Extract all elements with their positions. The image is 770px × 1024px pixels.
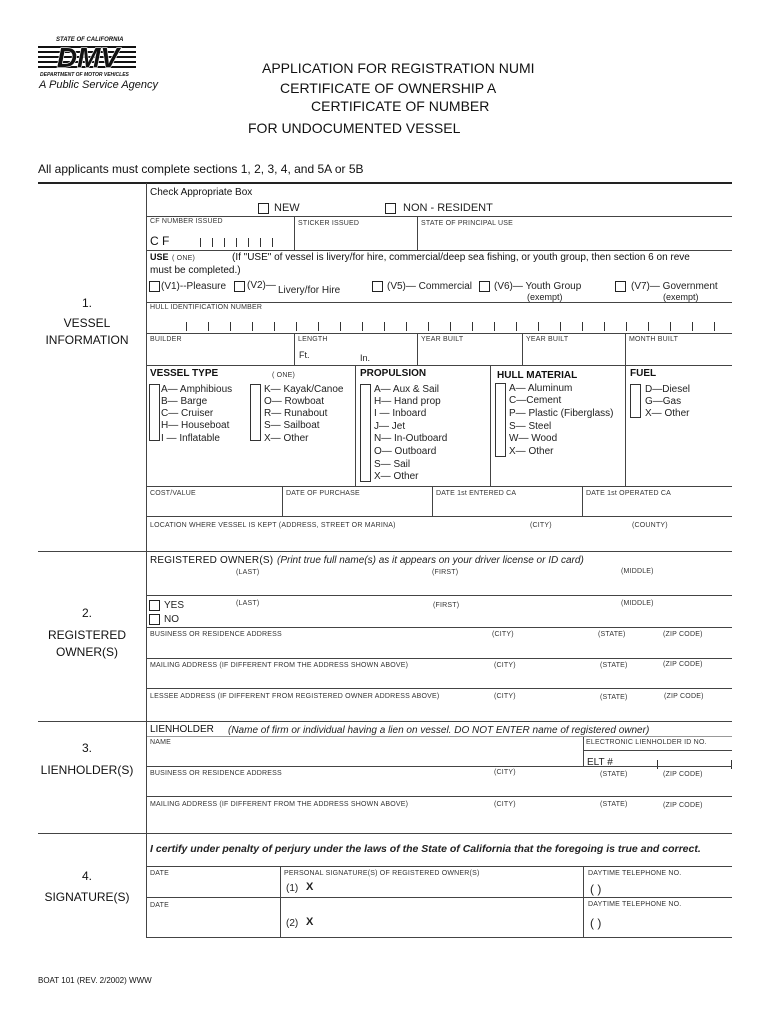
vessel-type-a2: B— Barge bbox=[161, 396, 208, 407]
builder-label: BUILDER bbox=[150, 336, 182, 343]
cost-value-label: COST/VALUE bbox=[150, 490, 196, 497]
yes-checkbox[interactable] bbox=[149, 600, 160, 611]
use-v6-sub: (exempt) bbox=[527, 292, 563, 302]
use-v1-label: (V1)--Pleasure bbox=[161, 281, 227, 292]
section-3-title: LIENHOLDER(S) bbox=[40, 763, 134, 777]
owner-business-state: (STATE) bbox=[598, 631, 626, 638]
registered-owner-note: (Print true full name(s) as it appears on your driver license or ID card) bbox=[277, 555, 584, 566]
nonresident-label: NON - RESIDENT bbox=[403, 202, 493, 214]
phone-label-1: DAYTIME TELEPHONE NO. bbox=[588, 870, 682, 877]
hull-2: C—Cement bbox=[509, 395, 562, 406]
cf-number-field[interactable] bbox=[150, 234, 290, 248]
entered-ca-label: DATE 1st ENTERED CA bbox=[436, 490, 517, 497]
vessel-type-b3: R— Runabout bbox=[264, 408, 328, 419]
elt-id-label: ELECTRONIC LIENHOLDER ID NO. bbox=[586, 739, 707, 746]
use-v7-label: (V7)— Government bbox=[631, 281, 718, 292]
signature-date-label-2: DATE bbox=[150, 902, 169, 909]
registered-owner-heading: REGISTERED OWNER(S) bbox=[150, 555, 274, 566]
lien-business-city: (CITY) bbox=[494, 769, 516, 776]
owner-business-label: BUSINESS OR RESIDENCE ADDRESS bbox=[150, 631, 282, 638]
fuel-checkbox[interactable] bbox=[630, 384, 641, 418]
vessel-type-one: ( ONE) bbox=[272, 372, 295, 379]
operated-ca-label: DATE 1st OPERATED CA bbox=[586, 490, 672, 497]
vessel-type-a4: H— Houseboat bbox=[161, 420, 230, 431]
year-built-label-2: YEAR BUILT bbox=[526, 336, 569, 343]
dmv-department-label: DEPARTMENT OF MOTOR VEHICLES bbox=[40, 72, 129, 78]
elt-prefix: ELT # bbox=[587, 757, 613, 768]
fuel-2: G—Gas bbox=[645, 396, 682, 407]
new-label: NEW bbox=[274, 202, 300, 214]
fuel-1: D—Diesel bbox=[645, 384, 691, 395]
location-city-label: (CITY) bbox=[530, 522, 552, 529]
signature-date-label-1: DATE bbox=[150, 870, 169, 877]
vessel-type-b2: O— Rowboat bbox=[264, 396, 325, 407]
vessel-type-a3: C— Cruiser bbox=[161, 408, 214, 419]
use-v2-label: (V2)— bbox=[247, 280, 276, 291]
ft-label: Ft. bbox=[299, 350, 310, 360]
dmv-logo bbox=[38, 43, 138, 71]
lien-mailing-label: MAILING ADDRESS (IF DIFFERENT FROM THE ADDRESS SHOWN ABOVE) bbox=[150, 801, 409, 808]
use-label: USE bbox=[150, 252, 169, 262]
owner-business-city: (CITY) bbox=[492, 631, 514, 638]
instructions: All applicants must complete sections 1, 2, 3, 4, and 5A or 5B bbox=[38, 162, 364, 176]
signature-owners-label: PERSONAL SIGNATURE(S) OF REGISTERED OWNER(S) bbox=[284, 870, 480, 877]
vessel-type-a1: A— Amphibious bbox=[161, 384, 233, 395]
owner-mailing-zip: (ZIP CODE) bbox=[663, 661, 703, 668]
propulsion-5: N— In-Outboard bbox=[374, 433, 448, 444]
owner1-first-label: (FIRST) bbox=[432, 569, 459, 576]
propulsion-7: S— Sail bbox=[374, 459, 411, 470]
lienholder-note: (Name of firm or individual having a lien on vessel. DO NOT ENTER name of registered owner) bbox=[228, 725, 650, 736]
owner-mailing-city: (CITY) bbox=[494, 662, 516, 669]
section-2-number: 2. bbox=[81, 606, 92, 620]
propulsion-4: J— Jet bbox=[374, 421, 406, 432]
in-label: In. bbox=[360, 353, 371, 363]
form-title-line-3: CERTIFICATE OF NUMBER bbox=[311, 98, 490, 114]
location-county-label: (COUNTY) bbox=[632, 522, 668, 529]
propulsion-2: H— Hand prop bbox=[374, 396, 441, 407]
lessee-city: (CITY) bbox=[494, 693, 516, 700]
signature-2-prefix: (2) bbox=[286, 918, 299, 929]
vessel-type-b1: K— Kayak/Canoe bbox=[264, 384, 344, 395]
lienholder-name-label: NAME bbox=[150, 739, 172, 746]
fuel-3: X— Other bbox=[645, 408, 690, 419]
form-title-line-2: CERTIFICATE OF OWNERSHIP A bbox=[280, 80, 497, 96]
vessel-type-b-checkbox[interactable] bbox=[250, 384, 261, 441]
owner2-last-label: (LAST) bbox=[236, 600, 260, 607]
form-title-line-1: APPLICATION FOR REGISTRATION NUMI bbox=[262, 60, 535, 76]
length-label: LENGTH bbox=[298, 336, 328, 343]
lien-mailing-state: (STATE) bbox=[600, 801, 628, 808]
signature-1-x[interactable]: X bbox=[306, 881, 314, 893]
vessel-type-a-checkbox[interactable] bbox=[149, 384, 160, 441]
cf-prefix: C F bbox=[150, 234, 170, 248]
lien-mailing-city: (CITY) bbox=[494, 801, 516, 808]
hull-1: A— Aluminum bbox=[509, 383, 573, 394]
section-4-number: 4. bbox=[81, 869, 92, 883]
check-box-heading: Check Appropriate Box bbox=[150, 187, 253, 198]
hin-label: HULL IDENTIFICATION NUMBER bbox=[150, 304, 263, 311]
lien-business-zip: (ZIP CODE) bbox=[663, 771, 703, 778]
vessel-type-b5: X— Other bbox=[264, 433, 309, 444]
owner2-middle-label: (MIDDLE) bbox=[621, 600, 654, 607]
signature-2-x[interactable]: X bbox=[306, 916, 314, 928]
hin-field[interactable] bbox=[150, 320, 730, 332]
hull-material-checkbox[interactable] bbox=[495, 383, 506, 457]
new-checkbox[interactable] bbox=[258, 203, 269, 214]
use-v6-checkbox[interactable] bbox=[479, 281, 490, 292]
propulsion-3: I — Inboard bbox=[374, 408, 427, 419]
use-one-label: ( ONE) bbox=[172, 255, 195, 262]
owner-mailing-state: (STATE) bbox=[600, 662, 628, 669]
lessee-zip: (ZIP CODE) bbox=[664, 693, 704, 700]
fuel-title: FUEL bbox=[630, 368, 657, 379]
section-3-number: 3. bbox=[81, 741, 92, 755]
nonresident-checkbox[interactable] bbox=[385, 203, 396, 214]
lien-business-state: (STATE) bbox=[600, 771, 628, 778]
lessee-state: (STATE) bbox=[600, 694, 628, 701]
cf-number-label: CF NUMBER ISSUED bbox=[150, 218, 223, 225]
vessel-type-b4: S— Sailboat bbox=[264, 420, 320, 431]
propulsion-6: O— Outboard bbox=[374, 446, 437, 457]
location-label: LOCATION WHERE VESSEL IS KEPT (ADDRESS, STREET OR MARINA) bbox=[150, 522, 396, 529]
form-title-line-4: FOR UNDOCUMENTED VESSEL bbox=[248, 120, 461, 136]
hull-3: P— Plastic (Fiberglass) bbox=[509, 408, 614, 419]
purchase-date-label: DATE OF PURCHASE bbox=[286, 490, 360, 497]
use-v5-checkbox[interactable] bbox=[372, 281, 383, 292]
propulsion-checkbox[interactable] bbox=[360, 384, 371, 482]
section-1-title-a: VESSEL bbox=[63, 316, 111, 330]
hull-4: S— Steel bbox=[509, 421, 552, 432]
owner1-last-label: (LAST) bbox=[236, 569, 260, 576]
propulsion-title: PROPULSION bbox=[360, 368, 427, 379]
lienholder-heading: LIENHOLDER bbox=[150, 724, 214, 735]
dmv-logo-text: DMV bbox=[56, 43, 120, 71]
owner-business-zip: (ZIP CODE) bbox=[663, 631, 703, 638]
certification-statement: I certify under penalty of perjury under the laws of the State of California that the foregoing is true and correct. bbox=[150, 843, 701, 855]
agency-tagline: A Public Service Agency bbox=[39, 79, 159, 91]
state-of-california-label: STATE OF CALIFORNIA bbox=[56, 37, 124, 43]
lien-business-label: BUSINESS OR RESIDENCE ADDRESS bbox=[150, 770, 282, 777]
section-1-title-b: INFORMATION bbox=[45, 333, 129, 347]
use-v2-sub: Livery/for Hire bbox=[278, 285, 341, 296]
propulsion-1: A— Aux & Sail bbox=[374, 384, 440, 395]
signature-1-prefix: (1) bbox=[286, 883, 299, 894]
use-v2-checkbox[interactable] bbox=[234, 281, 245, 292]
section-2-title-a: REGISTERED bbox=[47, 628, 126, 642]
hull-5: W— Wood bbox=[509, 433, 558, 444]
year-built-label-1: YEAR BUILT bbox=[421, 336, 464, 343]
vessel-type-title: VESSEL TYPE bbox=[150, 368, 219, 379]
section-1-number: 1. bbox=[81, 296, 92, 310]
vessel-type-a5: I — Inflatable bbox=[161, 433, 220, 444]
no-label: NO bbox=[164, 614, 179, 625]
phone-1-parens[interactable]: ( ) bbox=[590, 882, 602, 896]
month-built-label: MONTH BUILT bbox=[629, 336, 679, 343]
section-2-title-b: OWNER(S) bbox=[56, 645, 118, 659]
state-principal-use-label: STATE OF PRINCIPAL USE bbox=[421, 220, 514, 227]
use-v5-label: (V5)— Commercial bbox=[387, 281, 473, 292]
use-note-b: must be completed.) bbox=[150, 265, 241, 276]
sticker-issued-label: STICKER ISSUED bbox=[298, 220, 360, 227]
phone-label-2: DAYTIME TELEPHONE NO. bbox=[588, 901, 682, 908]
owner2-first-label: (FIRST) bbox=[433, 602, 460, 609]
propulsion-8: X— Other bbox=[374, 471, 419, 482]
no-checkbox[interactable] bbox=[149, 614, 160, 625]
lien-mailing-zip: (ZIP CODE) bbox=[663, 802, 703, 809]
lessee-address-label: LESSEE ADDRESS (IF DIFFERENT FROM REGISTERED OWNER ADDRESS ABOVE) bbox=[150, 693, 440, 700]
section-4-title: SIGNATURE(S) bbox=[44, 890, 130, 904]
use-v7-checkbox[interactable] bbox=[615, 281, 626, 292]
phone-2-parens[interactable]: ( ) bbox=[590, 916, 602, 930]
form-id-footer: BOAT 101 (REV. 2/2002) WWW bbox=[38, 976, 152, 985]
owner-mailing-label: MAILING ADDRESS (IF DIFFERENT FROM THE ADDRESS SHOWN ABOVE) bbox=[150, 662, 409, 669]
use-v1-checkbox[interactable] bbox=[149, 281, 160, 292]
hull-6: X— Other bbox=[509, 446, 554, 457]
hull-material-title: HULL MATERIAL bbox=[497, 370, 578, 381]
use-v7-sub: (exempt) bbox=[663, 292, 699, 302]
use-v6-label: (V6)— Youth Group bbox=[494, 281, 582, 292]
owner1-middle-label: (MIDDLE) bbox=[621, 568, 654, 575]
yes-label: YES bbox=[164, 600, 185, 611]
use-note-a: (If "USE" of vessel is livery/for hire, commercial/deep sea fishing, or youth group, then section 6 on reve bbox=[232, 252, 690, 263]
